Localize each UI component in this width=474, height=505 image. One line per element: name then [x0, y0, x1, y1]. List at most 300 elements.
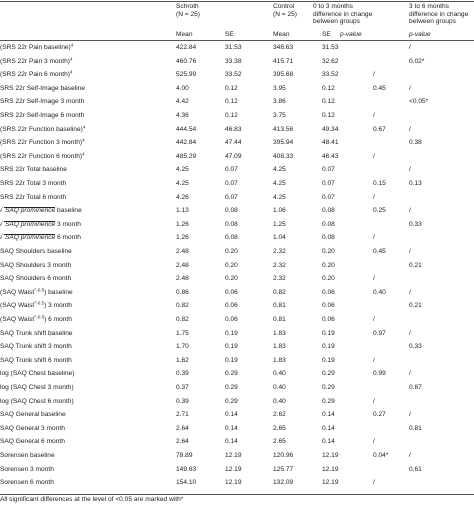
se-control: 32.62 — [322, 57, 339, 65]
table-row — [0, 245, 474, 259]
mean-schroth: 2.48 — [176, 275, 189, 283]
col-head-se1: SE — [225, 31, 234, 38]
mean-schroth: 0.37 — [176, 384, 189, 391]
table-row — [0, 381, 474, 395]
row-label — [0, 82, 85, 96]
se-control: 12.19 — [322, 479, 339, 487]
compare2-header — [409, 3, 468, 26]
mean-schroth: 0.86 — [176, 288, 189, 296]
table-row — [0, 354, 474, 368]
mean-schroth: 1.75 — [176, 329, 189, 337]
pvalue-3-6: / — [409, 125, 411, 133]
row-label-text: SAQ General 6 month — [0, 438, 65, 446]
mean-schroth: 444.54 — [176, 125, 197, 133]
row-label-text: SAQ Shoulders baseline — [0, 248, 72, 255]
table-row — [0, 463, 474, 477]
group1-title: Schroth — [176, 3, 199, 10]
mean-control: 1.83 — [273, 343, 286, 351]
row-label — [0, 367, 74, 381]
se-schroth: 0.12 — [225, 112, 238, 119]
se-control: 0.08 — [322, 207, 335, 215]
table-row — [0, 68, 474, 82]
table-row — [0, 395, 474, 409]
group2-header — [273, 3, 297, 18]
mean-control: 1.04 — [273, 234, 286, 242]
se-control: 0.19 — [322, 356, 335, 364]
table-row — [0, 82, 474, 96]
mean-control: 415.71 — [273, 57, 294, 65]
compare2-line2: difference in change — [409, 10, 469, 18]
table-row — [0, 204, 474, 218]
se-control: 33.52 — [322, 71, 339, 79]
mean-schroth: 1.26 — [176, 234, 189, 242]
row-label — [0, 422, 65, 436]
se-schroth: 31.53 — [225, 44, 242, 51]
pvalue-0-3: / — [373, 275, 375, 283]
mean-control: 132.09 — [273, 479, 294, 487]
row-label-superscript: 4 — [82, 137, 85, 143]
se-control: 0.14 — [322, 424, 335, 432]
row-label — [0, 272, 71, 286]
pvalue-0-3: 0.99 — [373, 370, 386, 378]
se-schroth: 0.29 — [225, 370, 238, 378]
row-label-text: log (SAQ Chest 6 month) — [0, 397, 74, 405]
table-row — [0, 313, 474, 327]
mean-control: 125.77 — [273, 465, 294, 473]
se-control: 0.29 — [322, 397, 335, 405]
table-row — [0, 95, 474, 109]
pvalue-3-6: / — [409, 411, 411, 419]
pvalue-3-6: 0.81 — [409, 424, 422, 432]
mean-control: 2.32 — [273, 248, 286, 255]
sqrt-term: √ SAQ prominence — [0, 218, 55, 232]
row-label-text: SRS 22r Total 6 month — [0, 193, 67, 201]
table-row — [0, 299, 474, 313]
mean-schroth: 149.63 — [176, 465, 197, 473]
mean-schroth: 0.39 — [176, 370, 189, 378]
row-label — [0, 259, 71, 273]
mean-control: 1.83 — [273, 356, 286, 364]
pvalue-0-3: / — [373, 479, 375, 487]
sqrt-term: √ SAQ prominence — [0, 204, 55, 218]
row-label-text: Sorensen baseline — [0, 452, 55, 459]
se-schroth: 0.20 — [225, 248, 238, 255]
mean-control: 2.65 — [273, 438, 286, 446]
row-label — [0, 327, 73, 341]
row-label — [0, 435, 65, 449]
pvalue-0-3: / — [373, 356, 375, 364]
row-label-suffix: ) baseline — [44, 288, 73, 296]
pvalue-3-6: / — [409, 44, 411, 51]
pvalue-0-3: 0.15 — [373, 180, 386, 187]
mean-schroth: 2.64 — [176, 424, 189, 432]
mean-control: 0.81 — [273, 302, 286, 310]
mean-schroth: 0.39 — [176, 397, 189, 405]
sqrt-term: √ SAQ prominence — [0, 231, 55, 245]
se-control: 0.14 — [322, 411, 335, 419]
se-schroth: 0.07 — [225, 180, 238, 187]
table-row — [0, 123, 474, 137]
pvalue-0-3: 0.67 — [373, 125, 386, 133]
table-row — [0, 136, 474, 150]
se-control: 0.20 — [322, 248, 335, 255]
mean-schroth: 4.42 — [176, 98, 189, 106]
mean-control: 2.32 — [273, 275, 286, 283]
mean-control: 3.75 — [273, 112, 286, 119]
se-schroth: 0.29 — [225, 397, 238, 405]
row-label — [0, 191, 66, 205]
mean-schroth: 2.48 — [176, 248, 189, 255]
row-label-text: (SAQ Waist — [0, 288, 35, 296]
pvalue-3-6: 0.38 — [409, 139, 422, 147]
mean-schroth: 422.84 — [176, 44, 197, 51]
mean-control: 120.96 — [273, 452, 294, 459]
row-label-text: (SAQ Waist — [0, 316, 35, 323]
pvalue-3-6: 0.33 — [409, 220, 422, 228]
se-control: 0.06 — [322, 316, 335, 323]
row-label — [0, 123, 85, 137]
table-row — [0, 163, 474, 177]
row-label-superscript: 4 — [70, 56, 73, 62]
mean-control: 348.63 — [273, 44, 294, 51]
mean-schroth: 1.13 — [176, 207, 189, 215]
pvalue-0-3: / — [373, 152, 375, 160]
row-label-suffix: ) 6 month — [44, 316, 72, 323]
row-label-superscript: ^-0.5 — [34, 287, 45, 293]
pvalue-3-6: 0.21 — [409, 302, 422, 310]
compare2-line1: 3 to 6 months — [409, 3, 449, 10]
pvalue-3-6: / — [409, 84, 411, 92]
mean-control: 413.56 — [273, 125, 294, 133]
table-row — [0, 109, 474, 123]
pvalue-3-6: / — [409, 166, 411, 174]
mean-schroth: 0.82 — [176, 302, 189, 310]
mean-schroth: 1.70 — [176, 343, 189, 351]
row-label — [0, 68, 73, 82]
mean-control: 0.40 — [273, 370, 286, 378]
se-schroth: 0.12 — [225, 98, 238, 106]
mean-schroth: 2.64 — [176, 438, 189, 446]
row-label-superscript: 4 — [70, 42, 74, 48]
se-control: 0.19 — [322, 343, 335, 351]
se-control: 0.29 — [322, 384, 335, 391]
table-row — [0, 231, 474, 245]
pvalue-0-3: / — [373, 316, 375, 323]
row-label-text: SAQ Shoulders 6 month — [0, 275, 72, 283]
col-head-mean2: Mean — [273, 31, 290, 38]
pvalue-0-3: 0.27 — [373, 411, 386, 419]
se-schroth: 0.07 — [225, 193, 238, 201]
pvalue-3-6: 0.33 — [409, 343, 422, 351]
table-row — [0, 327, 474, 341]
row-label — [0, 408, 66, 422]
pvalue-0-3: / — [373, 397, 375, 405]
table-row — [0, 435, 474, 449]
row-label — [0, 449, 55, 463]
row-label-text: (SRS 22r Function baseline) — [0, 125, 83, 133]
row-label-suffix: baseline — [55, 207, 82, 215]
se-schroth: 12.19 — [225, 452, 242, 459]
row-label — [0, 313, 72, 327]
row-label-superscript: 4 — [82, 151, 85, 157]
se-control: 0.07 — [322, 180, 335, 187]
row-label-text: (SRS 22r Pain 6 month) — [0, 71, 70, 79]
se-control: 46.43 — [322, 152, 339, 160]
row-label-text: SAQ Trunk shift 3 month — [0, 343, 72, 351]
mean-schroth: 154.10 — [176, 479, 197, 487]
pvalue-3-6: <0.05* — [409, 98, 429, 106]
se-control: 0.08 — [322, 220, 335, 228]
mean-control: 2.65 — [273, 424, 286, 432]
mean-control: 3.86 — [273, 98, 286, 106]
pvalue-0-3: 0.45 — [373, 248, 386, 255]
se-control: 0.06 — [322, 302, 335, 310]
table-row — [0, 259, 474, 273]
row-label — [0, 41, 73, 55]
group2-title: Control — [273, 3, 295, 10]
pvalue-0-3: / — [373, 234, 375, 242]
col-head-pvalue2: p-value — [409, 31, 431, 38]
mean-schroth: 78.89 — [176, 452, 193, 459]
se-control: 12.19 — [322, 452, 339, 459]
se-schroth: 0.19 — [225, 356, 238, 364]
col-head-pvalue1: p-value — [340, 31, 362, 38]
row-label — [0, 150, 85, 164]
se-schroth: 0.20 — [225, 261, 238, 269]
row-label — [0, 463, 54, 477]
row-label — [0, 109, 84, 123]
col-head-mean1: Mean — [176, 31, 193, 38]
row-label — [0, 476, 54, 490]
row-label — [0, 395, 74, 409]
row-label-text: SRS 22r Self-Image baseline — [0, 84, 86, 92]
row-label-text: SRS 22r Total 3 month — [0, 180, 67, 187]
se-control: 0.20 — [322, 261, 335, 269]
row-label — [0, 299, 72, 313]
se-control: 0.19 — [322, 329, 335, 337]
se-schroth: 33.38 — [225, 57, 242, 65]
mean-schroth: 2.71 — [176, 411, 189, 419]
top-rule — [0, 1, 474, 2]
row-label-text: log (SAQ Chest baseline) — [0, 370, 75, 378]
row-label — [0, 245, 72, 259]
se-schroth: 0.14 — [225, 424, 238, 432]
pvalue-0-3: 0.45 — [373, 84, 386, 92]
row-label-text: (SRS 22r Pain baseline) — [0, 44, 71, 51]
row-label — [0, 231, 81, 245]
mean-control: 408.33 — [273, 152, 294, 160]
pvalue-3-6: 0.02* — [409, 57, 425, 65]
se-schroth: 0.08 — [225, 207, 238, 215]
se-schroth: 0.12 — [225, 84, 238, 92]
row-label — [0, 163, 67, 177]
mean-control: 2.32 — [273, 261, 286, 269]
pvalue-0-3: 0.97 — [373, 329, 386, 337]
se-schroth: 0.19 — [225, 343, 238, 351]
mean-schroth: 0.82 — [176, 316, 189, 323]
mean-control: 0.40 — [273, 384, 286, 391]
table-row — [0, 476, 474, 490]
row-label — [0, 136, 85, 150]
compare1-line1: 0 to 3 months — [313, 3, 353, 10]
pvalue-0-3: 0.25 — [373, 207, 386, 215]
mean-schroth: 4.00 — [176, 84, 189, 92]
mean-schroth: 4.25 — [176, 180, 189, 187]
mean-control: 3.95 — [273, 84, 286, 92]
row-label — [0, 340, 72, 354]
mean-schroth: 4.36 — [176, 112, 189, 119]
mean-control: 1.06 — [273, 207, 286, 215]
se-schroth: 0.07 — [225, 166, 238, 174]
row-label-text: SAQ General 3 month — [0, 424, 65, 432]
row-label-text: SRS 22r Self-Image 6 month — [0, 112, 85, 119]
row-label-text: Sorensen 6 month — [0, 479, 54, 487]
row-label-superscript: 4 — [82, 124, 86, 130]
row-label-text: SAQ Trunk shift 6 month — [0, 356, 72, 364]
row-label — [0, 204, 82, 218]
pvalue-0-3: 0.04* — [373, 452, 389, 459]
table-row — [0, 218, 474, 232]
se-control: 12.19 — [322, 465, 339, 473]
pvalue-3-6: 0.61 — [409, 465, 422, 473]
row-label-text: Sorensen 3 month — [0, 465, 54, 473]
table-row — [0, 340, 474, 354]
mean-control: 0.82 — [273, 288, 286, 296]
table-row — [0, 41, 474, 55]
se-schroth: 0.06 — [225, 316, 238, 323]
group1-n: (N = 25) — [176, 10, 201, 18]
mean-control: 395.68 — [273, 71, 294, 79]
pvalue-3-6: / — [409, 329, 411, 337]
row-label-text: (SRS 22r Pain 3 month) — [0, 57, 70, 65]
row-label-text: (SRS 22r Function 3 month) — [0, 139, 83, 147]
mean-control: 1.25 — [273, 220, 286, 228]
row-label — [0, 95, 84, 109]
pvalue-0-3: 0.40 — [373, 288, 386, 296]
se-control: 0.12 — [322, 112, 335, 119]
table-row — [0, 449, 474, 463]
se-control: 48.41 — [322, 139, 339, 147]
se-control: 31.53 — [322, 44, 339, 51]
se-schroth: 47.09 — [225, 152, 242, 160]
pvalue-3-6: / — [409, 288, 411, 296]
mean-control: 395.94 — [273, 139, 294, 147]
row-label — [0, 55, 73, 69]
se-control: 0.29 — [322, 370, 335, 378]
se-control: 0.20 — [322, 275, 335, 283]
group1-header — [176, 3, 200, 18]
mean-schroth: 4.26 — [176, 193, 189, 201]
pvalue-0-3: / — [373, 438, 375, 446]
pvalue-3-6: / — [409, 207, 411, 215]
table-row — [0, 272, 474, 286]
se-schroth: 0.06 — [225, 302, 238, 310]
mean-schroth: 2.48 — [176, 261, 189, 269]
mean-schroth: 460.76 — [176, 57, 197, 65]
mean-control: 0.81 — [273, 316, 286, 323]
se-schroth: 0.06 — [225, 288, 238, 296]
se-control: 0.07 — [322, 166, 335, 174]
table-row — [0, 55, 474, 69]
se-schroth: 0.20 — [225, 275, 238, 283]
row-label-superscript: ^-0.5 — [34, 314, 45, 320]
row-label-text: (SRS 22r Function 6 month) — [0, 152, 83, 160]
mean-control: 4.25 — [273, 193, 286, 201]
se-control: 0.07 — [322, 193, 335, 201]
mean-schroth: 1.62 — [176, 356, 189, 364]
group2-n: (N = 25) — [273, 10, 298, 18]
se-schroth: 0.14 — [225, 411, 238, 419]
table-row — [0, 367, 474, 381]
se-schroth: 12.19 — [225, 465, 242, 473]
table-row — [0, 191, 474, 205]
table-row — [0, 177, 474, 191]
mean-control: 0.40 — [273, 397, 286, 405]
table-row — [0, 150, 474, 164]
se-control: 49.34 — [322, 125, 339, 133]
compare1-line2: difference in change — [313, 10, 373, 18]
mean-schroth: 4.25 — [176, 166, 189, 174]
mean-schroth: 1.26 — [176, 220, 189, 228]
row-label-text: SRS 22r Total baseline — [0, 166, 67, 174]
table-row — [0, 286, 474, 300]
row-label — [0, 218, 81, 232]
row-label-text: SAQ Trunk shift baseline — [0, 329, 73, 337]
mean-control: 4.25 — [273, 166, 286, 174]
pvalue-3-6: / — [409, 452, 411, 459]
se-schroth: 0.29 — [225, 384, 238, 391]
row-label-text: (SAQ Waist — [0, 302, 35, 310]
row-label — [0, 354, 72, 368]
pvalue-3-6: 0.87 — [409, 384, 422, 391]
pvalue-0-3: / — [373, 112, 375, 119]
row-label — [0, 381, 74, 395]
row-label-text: SRS 22r Self-Image 3 month — [0, 98, 85, 106]
row-label-text: SAQ Shoulders 3 month — [0, 261, 72, 269]
mean-control: 1.83 — [273, 329, 286, 337]
mean-schroth: 442.84 — [176, 139, 197, 147]
row-label-text: log (SAQ Chest 3 month) — [0, 384, 74, 391]
compare2-line3: between groups — [409, 18, 456, 26]
row-label-suffix: 3 month — [55, 220, 81, 228]
se-schroth: 12.19 — [225, 479, 242, 487]
se-schroth: 0.14 — [225, 438, 238, 446]
compare1-header — [313, 3, 372, 26]
row-label-superscript: 4 — [70, 69, 73, 75]
table-row — [0, 408, 474, 422]
mean-control: 2.62 — [273, 411, 286, 419]
se-schroth: 33.52 — [225, 71, 242, 79]
row-label-suffix: 6 month — [55, 234, 81, 242]
bottom-rule — [0, 494, 474, 495]
pvalue-0-3: / — [373, 71, 375, 79]
row-label-text: SAQ General baseline — [0, 411, 66, 419]
se-schroth: 46.83 — [225, 125, 242, 133]
se-control: 0.08 — [322, 234, 335, 242]
row-label — [0, 286, 73, 300]
se-control: 0.06 — [322, 288, 335, 296]
pvalue-0-3: / — [373, 193, 375, 201]
se-control: 0.12 — [322, 98, 335, 106]
se-schroth: 0.08 — [225, 220, 238, 228]
mean-schroth: 485.29 — [176, 152, 197, 160]
compare1-line3: between groups — [313, 18, 360, 26]
row-label — [0, 177, 66, 191]
mean-control: 4.25 — [273, 180, 286, 187]
se-schroth: 0.08 — [225, 234, 238, 242]
footnote: All significant differences at the level of <0.05 are marked with* — [0, 496, 184, 503]
row-label-suffix: ) 3 month — [44, 302, 72, 310]
